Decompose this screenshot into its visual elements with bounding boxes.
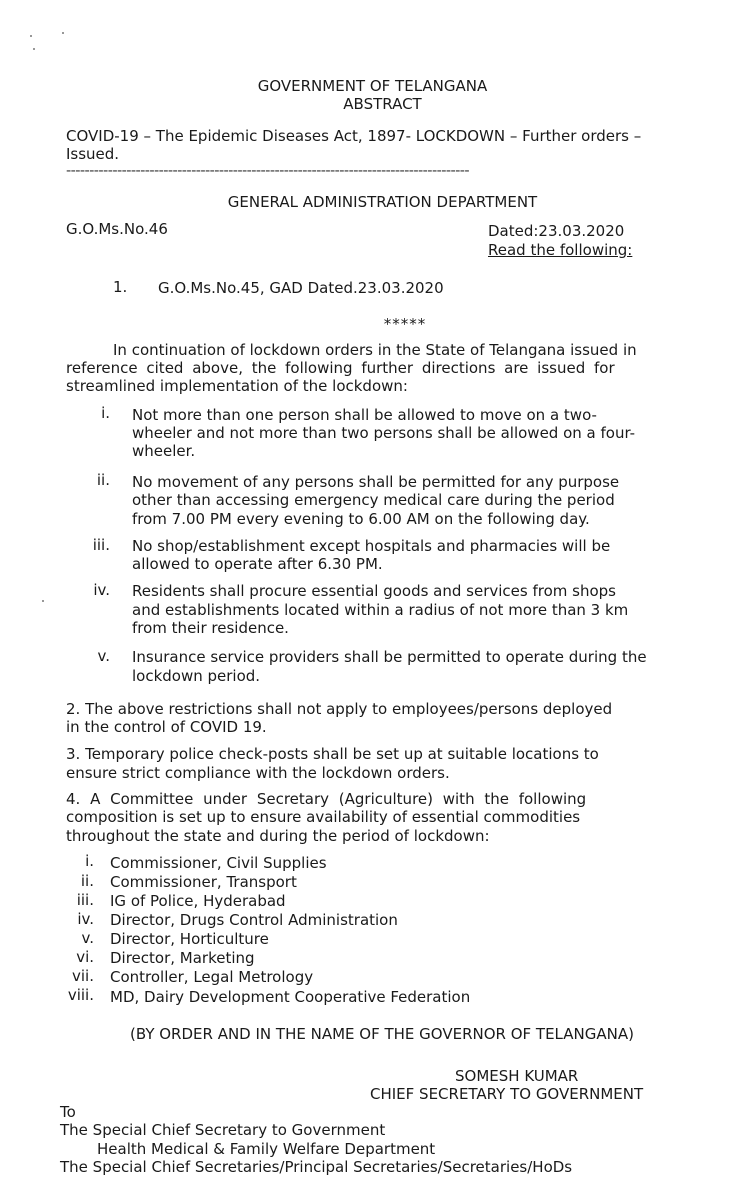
committee-member: Director, Marketing: [110, 949, 255, 967]
order-line: (BY ORDER AND IN THE NAME OF THE GOVERNOR OF TELANGANA): [130, 1025, 634, 1043]
separator-line: ---------------------------------------------------------------------------------------: [66, 163, 470, 179]
paragraph-2-line: in the control of COVID 19.: [66, 718, 267, 736]
direction-line: wheeler.: [132, 442, 196, 460]
scan-speck: [62, 32, 64, 34]
addressee-line: Health Medical & Family Welfare Department: [97, 1140, 436, 1158]
committee-number: vii.: [72, 967, 94, 985]
direction-line: Residents shall procure essential goods and services from shops: [132, 582, 616, 600]
committee-member: Commissioner, Transport: [110, 873, 297, 891]
direction-number: iii.: [92, 536, 110, 554]
abstract-heading: ABSTRACT: [343, 95, 422, 113]
committee-number: viii.: [67, 986, 94, 1004]
addressee-line: The Special Chief Secretary to Government: [60, 1121, 386, 1139]
direction-number: iv.: [93, 581, 110, 599]
committee-member: Director, Drugs Control Administration: [110, 911, 398, 929]
direction-line: from their residence.: [132, 619, 289, 637]
government-heading: GOVERNMENT OF TELANGANA: [257, 77, 488, 95]
committee-member: IG of Police, Hyderabad: [110, 892, 286, 910]
committee-number: iii.: [76, 891, 94, 909]
department-heading: GENERAL ADMINISTRATION DEPARTMENT: [227, 193, 538, 211]
committee-member: Commissioner, Civil Supplies: [110, 854, 327, 872]
paragraph-4-line: throughout the state and during the period of lockdown:: [66, 827, 490, 845]
direction-line: wheeler and not more than two persons shall be allowed on a four-: [132, 424, 636, 442]
direction-line: allowed to operate after 6.30 PM.: [132, 555, 383, 573]
committee-member: Controller, Legal Metrology: [110, 968, 314, 986]
intro-line: reference cited above, the following further directions are issued for: [66, 359, 615, 377]
paragraph-3-line: ensure strict compliance with the lockdown orders.: [66, 764, 450, 782]
committee-number: v.: [81, 929, 94, 947]
to-label: To: [60, 1103, 76, 1121]
committee-number: iv.: [77, 910, 94, 928]
reference-number: 1.: [113, 278, 128, 296]
reference-text: G.O.Ms.No.45, GAD Dated.23.03.2020: [158, 279, 444, 297]
direction-line: and establishments located within a radius of not more than 3 km: [132, 601, 629, 619]
subject-line-1: COVID-19 – The Epidemic Diseases Act, 1897- LOCKDOWN – Further orders –: [66, 127, 642, 145]
direction-line: No movement of any persons shall be permitted for any purpose: [132, 473, 620, 491]
direction-line: Insurance service providers shall be permitted to operate during the: [132, 648, 647, 666]
subject-line-2: Issued.: [66, 145, 120, 163]
read-following: Read the following:: [488, 241, 633, 259]
paragraph-2-line: 2. The above restrictions shall not apply to employees/persons deployed: [66, 700, 613, 718]
committee-member: Director, Horticulture: [110, 930, 269, 948]
direction-number: v.: [97, 647, 110, 665]
committee-number: vi.: [76, 948, 94, 966]
stars-separator: *****: [383, 315, 427, 333]
paragraph-3-line: 3. Temporary police check-posts shall be set up at suitable locations to: [66, 745, 599, 763]
direction-number: ii.: [96, 471, 110, 489]
direction-line: lockdown period.: [132, 667, 261, 685]
direction-line: Not more than one person shall be allowed to move on a two-: [132, 406, 597, 424]
intro-line: streamlined implementation of the lockdown:: [66, 377, 408, 395]
scan-speck: [33, 48, 35, 50]
addressee-line: The Special Chief Secretaries/Principal Secretaries/Secretaries/HoDs: [60, 1158, 573, 1176]
paragraph-4-line: 4. A Committee under Secretary (Agriculture) with the following: [66, 790, 587, 808]
dated: Dated:23.03.2020: [488, 222, 625, 240]
direction-number: i.: [101, 404, 110, 422]
direction-line: other than accessing emergency medical care during the period: [132, 491, 615, 509]
go-number: G.O.Ms.No.46: [66, 220, 168, 238]
committee-number: i.: [85, 852, 94, 870]
committee-number: ii.: [80, 872, 94, 890]
direction-line: No shop/establishment except hospitals and pharmacies will be: [132, 537, 611, 555]
paragraph-4-line: composition is set up to ensure availability of essential commodities: [66, 808, 581, 826]
direction-line: from 7.00 PM every evening to 6.00 AM on the following day.: [132, 510, 590, 528]
signatory-name: SOMESH KUMAR: [455, 1067, 579, 1085]
scan-speck: [30, 35, 32, 37]
committee-member: MD, Dairy Development Cooperative Federation: [110, 988, 471, 1006]
intro-line: In continuation of lockdown orders in the State of Telangana issued in: [113, 341, 637, 359]
signatory-title: CHIEF SECRETARY TO GOVERNMENT: [370, 1085, 644, 1103]
scan-speck: [42, 600, 44, 602]
